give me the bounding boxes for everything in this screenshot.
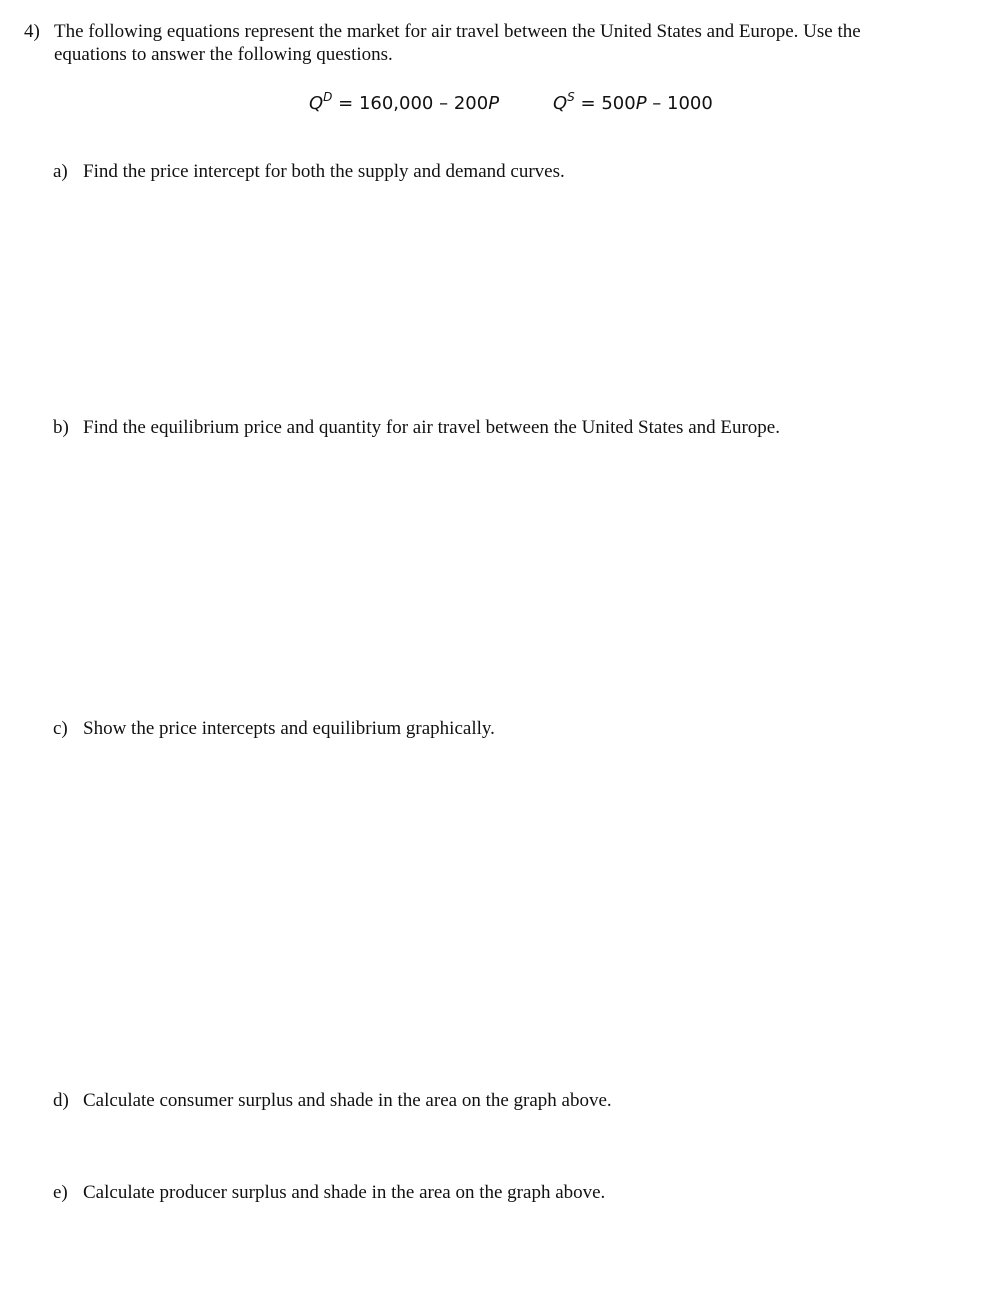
part-c-label: c) xyxy=(53,718,68,739)
question-4 xyxy=(24,20,924,66)
demand-q-symbol: Q xyxy=(309,93,324,114)
demand-equation xyxy=(309,90,499,114)
equations-row xyxy=(0,90,990,116)
part-a-label: a) xyxy=(53,161,68,182)
supply-q-symbol: Q xyxy=(553,93,568,114)
demand-rhs: = 160,000 – 200 xyxy=(332,93,489,114)
supply-superscript: S xyxy=(567,90,575,104)
part-b-text: Find the equilibrium price and quantity for air travel between the United States and Europe. xyxy=(83,417,780,438)
supply-rhs-coefficient: = 500 xyxy=(574,93,636,114)
part-c xyxy=(53,717,495,740)
demand-price-variable: P xyxy=(488,93,500,114)
supply-rhs-constant: – 1000 xyxy=(646,93,713,114)
part-b-label: b) xyxy=(53,417,69,438)
part-b xyxy=(53,416,780,439)
question-number: 4) xyxy=(24,21,40,42)
part-d-label: d) xyxy=(53,1090,69,1111)
demand-superscript: D xyxy=(323,90,333,104)
supply-equation xyxy=(553,90,713,114)
supply-price-variable: P xyxy=(635,93,647,114)
part-c-text: Show the price intercepts and equilibrium graphically. xyxy=(83,718,495,739)
question-prompt: The following equations represent the market for air travel between the United States and Europe. Use the equations to answer the following questions. xyxy=(54,21,861,65)
part-d-text: Calculate consumer surplus and shade in the area on the graph above. xyxy=(83,1090,612,1111)
part-a xyxy=(53,160,565,183)
part-d xyxy=(53,1089,612,1112)
part-e-label: e) xyxy=(53,1182,68,1203)
part-a-text: Find the price intercept for both the supply and demand curves. xyxy=(83,161,565,182)
part-e xyxy=(53,1181,605,1204)
part-e-text: Calculate producer surplus and shade in the area on the graph above. xyxy=(83,1182,606,1203)
